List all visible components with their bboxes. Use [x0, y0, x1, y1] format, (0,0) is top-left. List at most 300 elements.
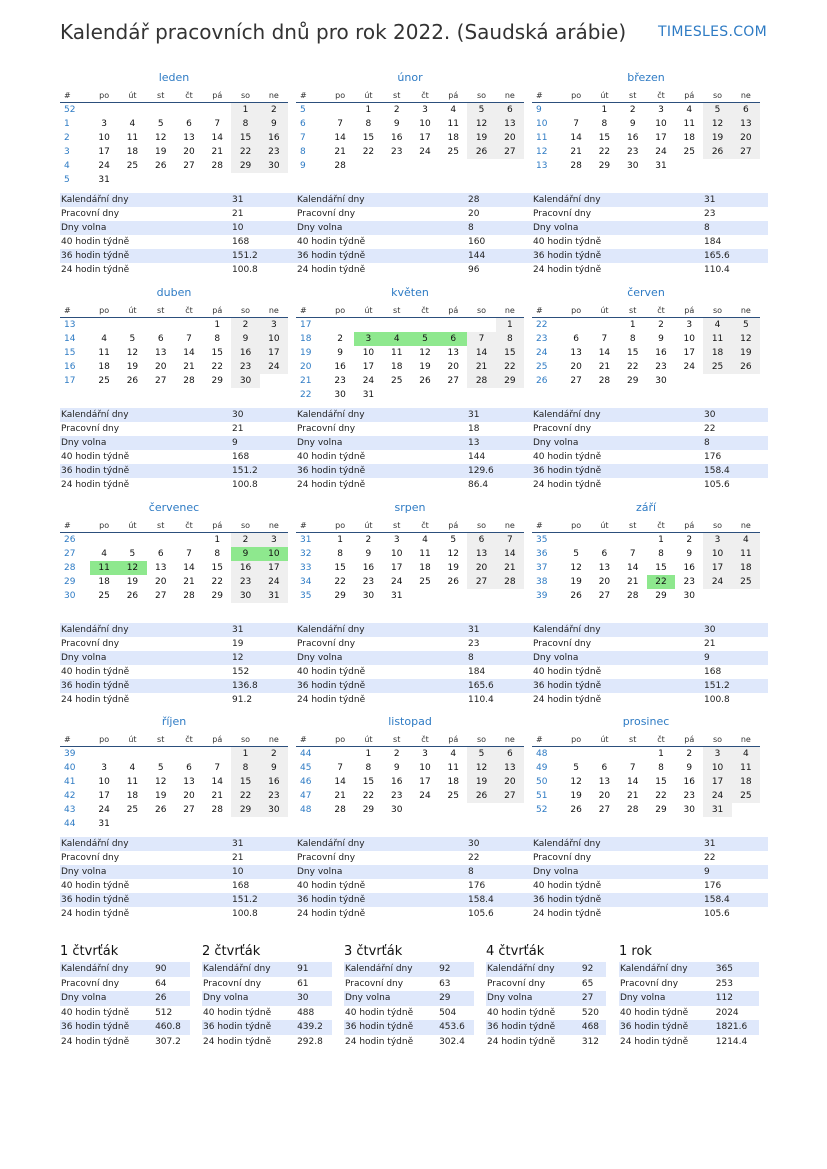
day-cell: 11	[732, 761, 760, 775]
stat-row	[60, 851, 296, 865]
empty-day-cell	[90, 318, 118, 333]
empty-day-cell	[326, 747, 354, 762]
quarter-stats	[486, 962, 606, 1049]
day-cell: 14	[467, 346, 495, 360]
stat-label: 40 hodin týdně	[297, 881, 366, 891]
month-calendar	[296, 712, 524, 817]
stat-label: 40 hodin týdně	[203, 1007, 272, 1018]
day-cell: 25	[390, 376, 403, 386]
stat-row	[532, 837, 768, 851]
week-row	[296, 145, 524, 159]
month-name: únor	[397, 71, 423, 84]
day-cell: 22	[598, 147, 611, 157]
day-cell: 17	[98, 147, 110, 157]
week-number: 2	[64, 133, 70, 143]
day-cell: 1	[658, 535, 664, 545]
day-cell: 22	[231, 789, 259, 803]
month-grid	[296, 88, 524, 173]
stat-value: 439.2	[291, 1020, 332, 1035]
week-row	[296, 103, 524, 118]
empty-day-cell	[703, 589, 731, 603]
day-cell: 4	[732, 747, 760, 762]
stat-row	[60, 450, 296, 464]
day-cell: 22	[362, 147, 375, 157]
day-cell: 29	[496, 374, 524, 388]
stat-label: Dny volna	[296, 436, 467, 450]
day-cell: 23	[260, 145, 288, 159]
stat-value: 110.4	[468, 695, 494, 705]
day-cell: 20	[496, 775, 524, 789]
empty-day-cell	[411, 318, 439, 333]
day-cell: 23	[334, 376, 346, 386]
stat-row	[296, 207, 532, 221]
day-cell: 5	[703, 103, 731, 118]
week-number: 10	[536, 119, 548, 129]
day-cell: 27	[183, 161, 195, 171]
month-calendar	[532, 68, 760, 173]
day-cell: 19	[126, 577, 139, 587]
day-cell: 10	[703, 761, 731, 775]
day-cell: 25	[419, 577, 431, 587]
weekday-header: čt	[411, 303, 439, 318]
empty-day-cell	[260, 173, 288, 187]
day-cell: 13	[154, 563, 167, 573]
month-name: leden	[158, 71, 190, 84]
stat-value: 453.6	[433, 1020, 474, 1035]
day-cell: 19	[126, 362, 139, 372]
week-row	[60, 575, 288, 589]
month-name: srpen	[394, 501, 426, 514]
empty-day-cell	[118, 103, 146, 118]
day-cell: 26	[154, 161, 167, 171]
stat-row	[296, 651, 532, 665]
day-cell: 20	[183, 791, 195, 801]
week-row	[60, 533, 288, 548]
day-cell: 19	[154, 147, 167, 157]
stat-row	[619, 977, 759, 992]
day-cell: 26	[467, 145, 495, 159]
day-cell: 5	[157, 763, 164, 773]
stat-value: 158.4	[467, 893, 532, 907]
week-number-header: #	[60, 88, 90, 103]
day-cell: 24	[260, 575, 288, 589]
stat-row	[296, 249, 532, 263]
day-cell: 30	[626, 161, 639, 171]
weekday-header: út	[590, 303, 618, 318]
day-cell: 7	[496, 533, 524, 548]
day-cell: 19	[732, 346, 760, 360]
day-cell: 16	[362, 563, 375, 573]
stat-row	[60, 893, 296, 907]
stat-label: 40 hodin týdně	[61, 1007, 130, 1018]
day-cell: 15	[362, 133, 375, 143]
stat-label: Dny volna	[60, 865, 231, 879]
week-number: 37	[536, 563, 548, 573]
stat-row	[296, 263, 532, 277]
day-cell: 3	[101, 763, 107, 773]
day-cell: 21	[570, 147, 582, 157]
day-cell: 11	[447, 119, 459, 129]
day-cell: 30	[231, 374, 259, 388]
day-cell: 16	[390, 777, 403, 787]
weekday-header: po	[90, 88, 118, 103]
day-cell: 20	[598, 577, 611, 587]
empty-day-cell	[496, 159, 524, 173]
weekday-header: út	[118, 303, 146, 318]
stat-row	[60, 665, 296, 679]
week-number-header: #	[60, 732, 90, 747]
month-grid	[60, 518, 288, 603]
day-cell: 28	[467, 374, 495, 388]
day-cell: 17	[260, 561, 288, 575]
day-cell: 3	[393, 535, 400, 545]
stat-value: 105.6	[704, 480, 730, 490]
day-cell: 14	[211, 777, 223, 787]
week-row	[532, 346, 760, 360]
day-cell: 23	[362, 577, 375, 587]
day-cell: 26	[732, 360, 760, 374]
week-number: 34	[300, 577, 312, 587]
day-cell: 10	[98, 777, 110, 787]
day-cell: 29	[231, 803, 259, 817]
day-cell: 23	[231, 575, 259, 589]
stat-label: 40 hodin týdně	[61, 452, 130, 462]
weekday-header: ne	[496, 732, 524, 747]
day-cell: 27	[447, 376, 459, 386]
weekday-header: so	[467, 88, 495, 103]
day-cell: 1	[231, 103, 259, 118]
stat-value: 8	[467, 865, 532, 879]
day-cell: 18	[419, 563, 431, 573]
day-cell: 29	[334, 591, 346, 601]
day-cell: 2	[231, 533, 259, 548]
stat-label: 24 hodin týdně	[533, 909, 602, 919]
day-cell: 1	[658, 749, 664, 759]
stat-label: 36 hodin týdně	[296, 464, 467, 478]
stat-row	[532, 450, 768, 464]
weekday-header: čt	[411, 732, 439, 747]
week-number: 8	[300, 147, 306, 157]
weekday-header: po	[326, 303, 354, 318]
day-cell: 10	[419, 119, 431, 129]
stat-value: 2024	[715, 1007, 739, 1018]
day-cell: 15	[626, 348, 639, 358]
day-cell: 25	[98, 591, 110, 601]
day-cell: 30	[260, 803, 288, 817]
day-cell: 16	[626, 133, 639, 143]
empty-day-cell	[590, 533, 618, 548]
stat-row	[532, 893, 768, 907]
stat-value: 28	[467, 193, 532, 207]
empty-day-cell	[147, 173, 175, 187]
day-cell: 16	[334, 362, 346, 372]
day-cell: 11	[390, 348, 403, 358]
day-cell: 6	[601, 549, 608, 559]
stat-label: Dny volna	[344, 991, 433, 1006]
day-cell: 26	[419, 376, 431, 386]
week-number: 19	[300, 348, 312, 358]
week-number-header: #	[532, 732, 562, 747]
stat-label: 36 hodin týdně	[619, 1020, 710, 1035]
week-number: 49	[536, 763, 548, 773]
day-cell: 25	[126, 805, 139, 815]
day-cell: 24	[362, 376, 375, 386]
weekday-header: út	[118, 88, 146, 103]
day-cell: 28	[334, 161, 346, 171]
day-cell: 15	[231, 775, 259, 789]
day-cell: 25	[447, 147, 459, 157]
day-cell: 20	[154, 577, 167, 587]
day-cell: 27	[570, 376, 582, 386]
empty-day-cell	[118, 747, 146, 762]
stat-value: 168	[704, 667, 722, 677]
month-grid	[296, 732, 524, 817]
week-row	[60, 803, 288, 817]
stat-row	[532, 865, 768, 879]
month-calendar	[60, 712, 288, 831]
week-row	[296, 131, 524, 145]
week-number: 5	[64, 175, 70, 185]
day-cell: 1	[214, 320, 221, 330]
week-row	[60, 817, 288, 831]
stat-value: 302.4	[439, 1036, 465, 1047]
stat-value: 165.6	[467, 679, 532, 693]
day-cell: 20	[598, 791, 611, 801]
stat-value: 100.8	[232, 265, 258, 275]
week-number: 22	[300, 390, 312, 400]
stat-value: 19	[232, 639, 244, 649]
day-cell: 17	[655, 133, 667, 143]
day-cell: 30	[655, 376, 667, 386]
stat-value: 30	[703, 623, 768, 637]
stat-row	[60, 865, 296, 879]
weekday-header: pá	[675, 303, 703, 318]
stat-row	[60, 478, 296, 492]
day-cell: 11	[98, 348, 110, 358]
day-cell: 1	[214, 535, 221, 545]
day-cell: 12	[703, 117, 731, 131]
weekday-header: st	[147, 518, 175, 533]
stat-row	[344, 1020, 474, 1035]
quarter-title: 4 čtvrťák	[486, 944, 545, 959]
week-number: 27	[64, 549, 76, 559]
day-cell: 12	[467, 117, 495, 131]
stat-row	[60, 207, 296, 221]
week-number: 47	[300, 791, 312, 801]
stat-value: 31	[231, 623, 296, 637]
empty-day-cell	[260, 817, 288, 831]
day-cell: 3	[658, 105, 664, 115]
weekday-header: út	[590, 518, 618, 533]
stat-label: 36 hodin týdně	[202, 1020, 291, 1035]
stat-row	[532, 408, 768, 422]
week-number: 17	[300, 320, 312, 330]
weekday-header: ne	[260, 732, 288, 747]
weekday-header: út	[590, 732, 618, 747]
day-cell: 5	[573, 763, 579, 773]
week-row	[296, 159, 524, 173]
day-cell: 12	[154, 133, 167, 143]
day-cell: 18	[98, 577, 110, 587]
week-row	[532, 117, 760, 131]
weekday-header: čt	[175, 732, 203, 747]
empty-day-cell	[496, 803, 524, 817]
week-row	[532, 761, 760, 775]
empty-day-cell	[231, 173, 259, 187]
weekday-header: ne	[732, 732, 760, 747]
empty-day-cell	[467, 159, 495, 173]
stat-label: 40 hodin týdně	[487, 1007, 556, 1018]
day-cell: 8	[658, 549, 664, 559]
week-row	[296, 775, 524, 789]
day-cell: 7	[214, 119, 221, 129]
day-cell: 13	[467, 547, 495, 561]
stat-label: Kalendářní dny	[486, 962, 576, 977]
day-cell: 17	[703, 775, 731, 789]
stat-row	[60, 991, 190, 1006]
day-cell: 28	[598, 376, 611, 386]
month-stats	[296, 193, 532, 277]
stat-row	[60, 235, 296, 249]
brand-logo-link[interactable]: TIMESLES.COM	[658, 24, 767, 40]
week-number-header: #	[296, 732, 326, 747]
week-row	[296, 761, 524, 775]
day-cell: 20	[154, 362, 167, 372]
weekday-header: pá	[675, 88, 703, 103]
page-title: Kalendář pracovních dnů pro rok 2022. (Saudská arábie)	[60, 20, 627, 44]
stat-value: 158.4	[703, 893, 768, 907]
stat-label: 36 hodin týdně	[296, 249, 467, 263]
day-cell: 19	[570, 577, 582, 587]
stat-value: 21	[232, 424, 244, 434]
stat-value: 168	[232, 452, 250, 462]
stat-label: 36 hodin týdně	[60, 893, 231, 907]
stat-row	[532, 249, 768, 263]
empty-day-cell	[562, 533, 590, 548]
day-cell: 13	[154, 348, 167, 358]
week-row	[296, 547, 524, 561]
day-cell: 31	[98, 175, 110, 185]
stat-row	[60, 221, 296, 235]
day-cell: 20	[183, 147, 195, 157]
day-cell: 12	[570, 563, 582, 573]
month-calendar	[60, 283, 288, 388]
stat-row	[619, 1035, 759, 1050]
week-row	[532, 159, 760, 173]
weekday-header: út	[354, 518, 382, 533]
empty-day-cell	[411, 388, 439, 402]
day-cell: 12	[126, 348, 139, 358]
stat-label: 40 hodin týdně	[297, 452, 366, 462]
weekday-header: čt	[175, 88, 203, 103]
stat-value: 160	[468, 237, 486, 247]
stat-row	[344, 962, 474, 977]
stat-value: 312	[581, 1036, 600, 1047]
week-number: 3	[64, 147, 70, 157]
day-cell: 6	[157, 549, 164, 559]
stat-label: 36 hodin týdně	[60, 1020, 149, 1035]
empty-day-cell	[175, 103, 203, 118]
empty-day-cell	[619, 533, 647, 548]
stat-row	[296, 221, 532, 235]
empty-day-cell	[590, 747, 618, 762]
stat-row	[344, 991, 474, 1006]
stat-row	[296, 837, 532, 851]
week-number: 21	[300, 376, 312, 386]
day-cell: 29	[211, 591, 223, 601]
day-cell: 1	[629, 320, 636, 330]
day-cell: 12	[118, 561, 146, 575]
empty-day-cell	[354, 159, 382, 173]
day-cell: 2	[260, 747, 288, 762]
weekday-header: so	[231, 88, 259, 103]
stat-value: 105.6	[468, 909, 494, 919]
week-number-header: #	[296, 88, 326, 103]
day-cell: 10	[362, 348, 375, 358]
day-cell: 7	[214, 763, 221, 773]
day-cell: 26	[570, 805, 582, 815]
day-cell: 3	[354, 332, 382, 346]
day-cell: 13	[183, 133, 195, 143]
month-name: březen	[627, 71, 665, 84]
day-cell: 17	[260, 346, 288, 360]
day-cell: 1	[496, 318, 524, 333]
day-cell: 25	[683, 147, 695, 157]
day-cell: 9	[658, 334, 664, 344]
week-row	[532, 775, 760, 789]
day-cell: 26	[447, 577, 459, 587]
stat-label: 24 hodin týdně	[297, 909, 366, 919]
month-stats	[532, 408, 768, 492]
stat-value: 512	[155, 1007, 173, 1018]
stat-row	[532, 464, 768, 478]
stat-label: 24 hodin týdně	[533, 695, 602, 705]
day-cell: 10	[703, 547, 731, 561]
day-cell: 12	[467, 761, 495, 775]
stat-label: Kalendářní dny	[619, 962, 710, 977]
day-cell: 17	[683, 348, 695, 358]
day-cell: 17	[390, 563, 403, 573]
stat-label: 24 hodin týdně	[345, 1036, 414, 1047]
stat-row	[202, 1006, 332, 1021]
day-cell: 2	[337, 334, 343, 344]
empty-day-cell	[203, 747, 231, 762]
week-row	[532, 131, 760, 145]
day-cell: 19	[703, 131, 731, 145]
stat-value: 30	[703, 408, 768, 422]
empty-day-cell	[326, 318, 354, 333]
stat-row	[532, 665, 768, 679]
stat-row	[486, 1006, 606, 1021]
stat-value: 460.8	[149, 1020, 190, 1035]
day-cell: 10	[419, 763, 431, 773]
day-cell: 2	[658, 320, 664, 330]
month-stats	[532, 837, 768, 921]
stat-value: 10	[231, 221, 296, 235]
stat-row	[296, 665, 532, 679]
day-cell: 10	[390, 549, 403, 559]
day-cell: 28	[183, 376, 195, 386]
weekday-header: pá	[203, 88, 231, 103]
stat-row	[532, 422, 768, 436]
weekday-header: st	[619, 732, 647, 747]
week-number-header: #	[296, 303, 326, 318]
day-cell: 19	[570, 791, 582, 801]
day-cell: 9	[393, 119, 400, 129]
week-row	[296, 318, 524, 333]
stat-label: Kalendářní dny	[532, 837, 703, 851]
stat-label: 40 hodin týdně	[533, 667, 602, 677]
